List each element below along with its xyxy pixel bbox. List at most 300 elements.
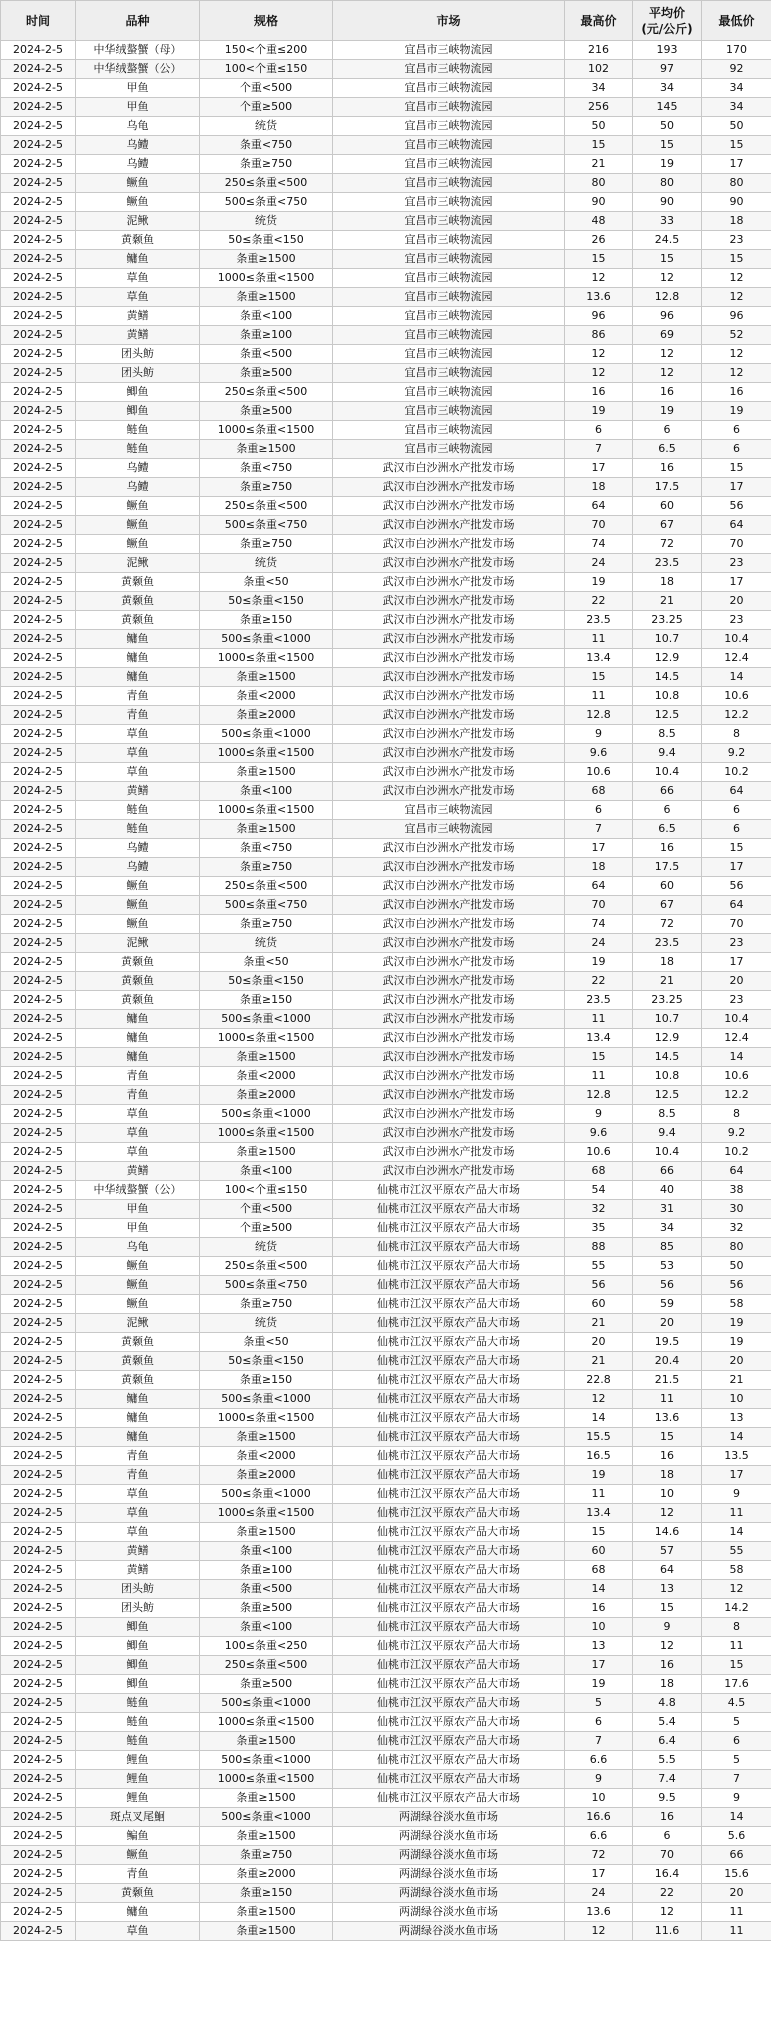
cell-market: 武汉市白沙洲水产批发市场 bbox=[333, 1086, 565, 1105]
cell-spec: 1000≤条重<1500 bbox=[200, 1029, 333, 1048]
cell-variety: 鲤鱼 bbox=[76, 1789, 200, 1808]
cell-market: 仙桃市江汉平原农产品大市场 bbox=[333, 1732, 565, 1751]
table-row bbox=[1, 136, 771, 155]
cell-spec: 150<个重≤200 bbox=[200, 41, 333, 60]
cell-variety: 鳊鱼 bbox=[76, 1827, 200, 1846]
cell-avg-price: 12.9 bbox=[633, 1029, 702, 1048]
cell-min-price: 23 bbox=[702, 934, 771, 953]
cell-date: 2024-2-5 bbox=[1, 991, 76, 1010]
cell-spec: 统货 bbox=[200, 934, 333, 953]
cell-min-price: 8 bbox=[702, 1618, 771, 1637]
cell-avg-price: 31 bbox=[633, 1200, 702, 1219]
cell-avg-price: 12 bbox=[633, 364, 702, 383]
cell-min-price: 21 bbox=[702, 1371, 771, 1390]
cell-avg-price: 96 bbox=[633, 307, 702, 326]
cell-avg-price: 64 bbox=[633, 1561, 702, 1580]
table-row bbox=[1, 1656, 771, 1675]
cell-date: 2024-2-5 bbox=[1, 1618, 76, 1637]
cell-min-price: 4.5 bbox=[702, 1694, 771, 1713]
cell-min-price: 13 bbox=[702, 1409, 771, 1428]
cell-spec: 条重<100 bbox=[200, 782, 333, 801]
cell-date: 2024-2-5 bbox=[1, 516, 76, 535]
cell-max-price: 12 bbox=[565, 345, 633, 364]
table-row bbox=[1, 1200, 771, 1219]
cell-min-price: 64 bbox=[702, 782, 771, 801]
cell-spec: 500≤条重<1000 bbox=[200, 1105, 333, 1124]
cell-date: 2024-2-5 bbox=[1, 1675, 76, 1694]
cell-max-price: 74 bbox=[565, 535, 633, 554]
cell-date: 2024-2-5 bbox=[1, 763, 76, 782]
table-row bbox=[1, 1371, 771, 1390]
cell-spec: 条重≥500 bbox=[200, 402, 333, 421]
cell-spec: 1000≤条重<1500 bbox=[200, 1504, 333, 1523]
header-spec: 规格 bbox=[200, 1, 333, 41]
cell-date: 2024-2-5 bbox=[1, 1485, 76, 1504]
cell-min-price: 5 bbox=[702, 1713, 771, 1732]
cell-market: 仙桃市江汉平原农产品大市场 bbox=[333, 1219, 565, 1238]
cell-market: 仙桃市江汉平原农产品大市场 bbox=[333, 1789, 565, 1808]
cell-avg-price: 16 bbox=[633, 1656, 702, 1675]
cell-variety: 鲢鱼 bbox=[76, 421, 200, 440]
cell-avg-price: 9.5 bbox=[633, 1789, 702, 1808]
table-row bbox=[1, 193, 771, 212]
cell-max-price: 9 bbox=[565, 1770, 633, 1789]
table-row bbox=[1, 1428, 771, 1447]
cell-min-price: 6 bbox=[702, 820, 771, 839]
table-row bbox=[1, 820, 771, 839]
cell-min-price: 14 bbox=[702, 1428, 771, 1447]
cell-variety: 鲢鱼 bbox=[76, 1713, 200, 1732]
cell-max-price: 102 bbox=[565, 60, 633, 79]
cell-variety: 青鱼 bbox=[76, 1086, 200, 1105]
header-avg-price-label: 平均价 bbox=[648, 5, 685, 20]
cell-avg-price: 11 bbox=[633, 1390, 702, 1409]
cell-date: 2024-2-5 bbox=[1, 877, 76, 896]
cell-max-price: 64 bbox=[565, 497, 633, 516]
cell-date: 2024-2-5 bbox=[1, 212, 76, 231]
cell-market: 宜昌市三峡物流园 bbox=[333, 402, 565, 421]
cell-date: 2024-2-5 bbox=[1, 193, 76, 212]
cell-min-price: 7 bbox=[702, 1770, 771, 1789]
cell-variety: 乌鳢 bbox=[76, 839, 200, 858]
cell-date: 2024-2-5 bbox=[1, 174, 76, 193]
cell-min-price: 10.2 bbox=[702, 1143, 771, 1162]
cell-avg-price: 16 bbox=[633, 459, 702, 478]
cell-avg-price: 80 bbox=[633, 174, 702, 193]
cell-date: 2024-2-5 bbox=[1, 1086, 76, 1105]
cell-spec: 条重≥150 bbox=[200, 611, 333, 630]
cell-avg-price: 34 bbox=[633, 79, 702, 98]
cell-spec: 100≤条重<250 bbox=[200, 1637, 333, 1656]
cell-min-price: 80 bbox=[702, 1238, 771, 1257]
cell-avg-price: 8.5 bbox=[633, 1105, 702, 1124]
cell-spec: 条重≥750 bbox=[200, 858, 333, 877]
cell-market: 宜昌市三峡物流园 bbox=[333, 440, 565, 459]
table-row bbox=[1, 611, 771, 630]
cell-variety: 鳜鱼 bbox=[76, 174, 200, 193]
cell-spec: 条重≥1500 bbox=[200, 1732, 333, 1751]
cell-max-price: 24 bbox=[565, 1884, 633, 1903]
cell-market: 武汉市白沙洲水产批发市场 bbox=[333, 839, 565, 858]
cell-avg-price: 145 bbox=[633, 98, 702, 117]
header-date: 时间 bbox=[1, 1, 76, 41]
cell-spec: 500≤条重<750 bbox=[200, 1276, 333, 1295]
cell-avg-price: 6 bbox=[633, 1827, 702, 1846]
cell-variety: 黄鳝 bbox=[76, 326, 200, 345]
cell-avg-price: 6 bbox=[633, 421, 702, 440]
cell-avg-price: 12 bbox=[633, 345, 702, 364]
cell-avg-price: 19.5 bbox=[633, 1333, 702, 1352]
cell-market: 武汉市白沙洲水产批发市场 bbox=[333, 706, 565, 725]
cell-variety: 鳜鱼 bbox=[76, 535, 200, 554]
cell-market: 宜昌市三峡物流园 bbox=[333, 155, 565, 174]
cell-date: 2024-2-5 bbox=[1, 98, 76, 117]
table-row bbox=[1, 345, 771, 364]
cell-max-price: 13.4 bbox=[565, 1029, 633, 1048]
cell-variety: 草鱼 bbox=[76, 1504, 200, 1523]
cell-variety: 鳜鱼 bbox=[76, 1276, 200, 1295]
cell-date: 2024-2-5 bbox=[1, 41, 76, 60]
table-row bbox=[1, 250, 771, 269]
cell-max-price: 9.6 bbox=[565, 744, 633, 763]
table-row bbox=[1, 1561, 771, 1580]
cell-avg-price: 20 bbox=[633, 1314, 702, 1333]
cell-variety: 鲫鱼 bbox=[76, 402, 200, 421]
cell-spec: 1000≤条重<1500 bbox=[200, 1713, 333, 1732]
table-row bbox=[1, 231, 771, 250]
cell-min-price: 14.2 bbox=[702, 1599, 771, 1618]
cell-max-price: 86 bbox=[565, 326, 633, 345]
cell-variety: 鳜鱼 bbox=[76, 193, 200, 212]
cell-date: 2024-2-5 bbox=[1, 1048, 76, 1067]
cell-avg-price: 20.4 bbox=[633, 1352, 702, 1371]
cell-max-price: 19 bbox=[565, 953, 633, 972]
table-row bbox=[1, 459, 771, 478]
cell-spec: 统货 bbox=[200, 554, 333, 573]
cell-min-price: 11 bbox=[702, 1637, 771, 1656]
cell-date: 2024-2-5 bbox=[1, 1371, 76, 1390]
cell-max-price: 23.5 bbox=[565, 991, 633, 1010]
table-row bbox=[1, 535, 771, 554]
cell-spec: 500≤条重<1000 bbox=[200, 1010, 333, 1029]
cell-avg-price: 34 bbox=[633, 1219, 702, 1238]
cell-min-price: 23 bbox=[702, 554, 771, 573]
cell-spec: 条重<100 bbox=[200, 1618, 333, 1637]
cell-max-price: 6.6 bbox=[565, 1751, 633, 1770]
cell-min-price: 15 bbox=[702, 459, 771, 478]
cell-variety: 鳜鱼 bbox=[76, 497, 200, 516]
table-row bbox=[1, 915, 771, 934]
cell-market: 仙桃市江汉平原农产品大市场 bbox=[333, 1200, 565, 1219]
cell-max-price: 22 bbox=[565, 592, 633, 611]
cell-market: 两湖绿谷淡水鱼市场 bbox=[333, 1865, 565, 1884]
cell-variety: 中华绒螯蟹（公） bbox=[76, 1181, 200, 1200]
cell-max-price: 10 bbox=[565, 1618, 633, 1637]
cell-variety: 鳙鱼 bbox=[76, 1428, 200, 1447]
cell-max-price: 9 bbox=[565, 1105, 633, 1124]
cell-date: 2024-2-5 bbox=[1, 896, 76, 915]
cell-date: 2024-2-5 bbox=[1, 706, 76, 725]
cell-market: 宜昌市三峡物流园 bbox=[333, 269, 565, 288]
cell-min-price: 11 bbox=[702, 1504, 771, 1523]
cell-variety: 甲鱼 bbox=[76, 1219, 200, 1238]
cell-max-price: 80 bbox=[565, 174, 633, 193]
cell-max-price: 7 bbox=[565, 440, 633, 459]
cell-date: 2024-2-5 bbox=[1, 1257, 76, 1276]
cell-market: 仙桃市江汉平原农产品大市场 bbox=[333, 1675, 565, 1694]
table-row bbox=[1, 1238, 771, 1257]
cell-avg-price: 66 bbox=[633, 1162, 702, 1181]
table-row bbox=[1, 573, 771, 592]
table-row bbox=[1, 1447, 771, 1466]
cell-avg-price: 85 bbox=[633, 1238, 702, 1257]
table-row bbox=[1, 1884, 771, 1903]
cell-min-price: 10.4 bbox=[702, 1010, 771, 1029]
cell-max-price: 15 bbox=[565, 1048, 633, 1067]
cell-avg-price: 16 bbox=[633, 1447, 702, 1466]
cell-max-price: 16 bbox=[565, 1599, 633, 1618]
cell-variety: 乌鳢 bbox=[76, 459, 200, 478]
cell-market: 武汉市白沙洲水产批发市场 bbox=[333, 592, 565, 611]
cell-variety: 草鱼 bbox=[76, 1922, 200, 1941]
cell-avg-price: 10.4 bbox=[633, 763, 702, 782]
cell-variety: 鲢鱼 bbox=[76, 801, 200, 820]
cell-avg-price: 14.5 bbox=[633, 668, 702, 687]
cell-market: 武汉市白沙洲水产批发市场 bbox=[333, 763, 565, 782]
cell-date: 2024-2-5 bbox=[1, 1010, 76, 1029]
cell-max-price: 56 bbox=[565, 1276, 633, 1295]
cell-variety: 鳙鱼 bbox=[76, 668, 200, 687]
cell-min-price: 70 bbox=[702, 535, 771, 554]
cell-min-price: 64 bbox=[702, 1162, 771, 1181]
cell-date: 2024-2-5 bbox=[1, 478, 76, 497]
table-row bbox=[1, 1504, 771, 1523]
cell-min-price: 64 bbox=[702, 516, 771, 535]
cell-market: 武汉市白沙洲水产批发市场 bbox=[333, 972, 565, 991]
cell-avg-price: 67 bbox=[633, 896, 702, 915]
cell-avg-price: 23.25 bbox=[633, 991, 702, 1010]
cell-spec: 条重≥1500 bbox=[200, 1789, 333, 1808]
cell-avg-price: 24.5 bbox=[633, 231, 702, 250]
cell-variety: 泥鳅 bbox=[76, 212, 200, 231]
cell-variety: 鲫鱼 bbox=[76, 1675, 200, 1694]
table-row bbox=[1, 972, 771, 991]
cell-max-price: 48 bbox=[565, 212, 633, 231]
cell-min-price: 18 bbox=[702, 212, 771, 231]
cell-variety: 黄颡鱼 bbox=[76, 573, 200, 592]
cell-date: 2024-2-5 bbox=[1, 60, 76, 79]
table-row bbox=[1, 1067, 771, 1086]
table-row bbox=[1, 269, 771, 288]
cell-variety: 草鱼 bbox=[76, 1124, 200, 1143]
cell-variety: 乌鳢 bbox=[76, 858, 200, 877]
cell-min-price: 17 bbox=[702, 155, 771, 174]
cell-min-price: 5.6 bbox=[702, 1827, 771, 1846]
cell-max-price: 10.6 bbox=[565, 763, 633, 782]
cell-variety: 鳜鱼 bbox=[76, 1257, 200, 1276]
table-row bbox=[1, 1865, 771, 1884]
cell-spec: 条重<100 bbox=[200, 1162, 333, 1181]
cell-avg-price: 14.6 bbox=[633, 1523, 702, 1542]
cell-variety: 鲢鱼 bbox=[76, 820, 200, 839]
cell-max-price: 15 bbox=[565, 136, 633, 155]
cell-min-price: 80 bbox=[702, 174, 771, 193]
header-variety: 品种 bbox=[76, 1, 200, 41]
cell-spec: 250≤条重<500 bbox=[200, 497, 333, 516]
table-row bbox=[1, 1599, 771, 1618]
cell-min-price: 14 bbox=[702, 1523, 771, 1542]
cell-date: 2024-2-5 bbox=[1, 269, 76, 288]
cell-spec: 个重≥500 bbox=[200, 98, 333, 117]
cell-variety: 黄鳝 bbox=[76, 1561, 200, 1580]
cell-min-price: 12 bbox=[702, 288, 771, 307]
table-row bbox=[1, 1295, 771, 1314]
cell-min-price: 12 bbox=[702, 1580, 771, 1599]
cell-max-price: 11 bbox=[565, 1010, 633, 1029]
table-row bbox=[1, 1352, 771, 1371]
cell-max-price: 216 bbox=[565, 41, 633, 60]
table-row bbox=[1, 1314, 771, 1333]
cell-min-price: 50 bbox=[702, 1257, 771, 1276]
cell-avg-price: 60 bbox=[633, 497, 702, 516]
cell-date: 2024-2-5 bbox=[1, 497, 76, 516]
cell-spec: 500≤条重<1000 bbox=[200, 1485, 333, 1504]
table-row bbox=[1, 1789, 771, 1808]
cell-max-price: 19 bbox=[565, 1466, 633, 1485]
cell-spec: 250≤条重<500 bbox=[200, 174, 333, 193]
cell-max-price: 6 bbox=[565, 421, 633, 440]
cell-variety: 青鱼 bbox=[76, 1466, 200, 1485]
cell-market: 武汉市白沙洲水产批发市场 bbox=[333, 478, 565, 497]
cell-market: 武汉市白沙洲水产批发市场 bbox=[333, 896, 565, 915]
cell-date: 2024-2-5 bbox=[1, 440, 76, 459]
cell-date: 2024-2-5 bbox=[1, 459, 76, 478]
cell-avg-price: 59 bbox=[633, 1295, 702, 1314]
cell-spec: 250≤条重<500 bbox=[200, 1656, 333, 1675]
cell-date: 2024-2-5 bbox=[1, 1181, 76, 1200]
cell-avg-price: 18 bbox=[633, 573, 702, 592]
cell-market: 宜昌市三峡物流园 bbox=[333, 60, 565, 79]
cell-max-price: 5 bbox=[565, 1694, 633, 1713]
cell-min-price: 6 bbox=[702, 421, 771, 440]
cell-variety: 黄颡鱼 bbox=[76, 1333, 200, 1352]
cell-max-price: 19 bbox=[565, 573, 633, 592]
cell-spec: 500≤条重<1000 bbox=[200, 1808, 333, 1827]
cell-avg-price: 22 bbox=[633, 1884, 702, 1903]
cell-date: 2024-2-5 bbox=[1, 1770, 76, 1789]
cell-avg-price: 23.5 bbox=[633, 934, 702, 953]
cell-max-price: 15 bbox=[565, 668, 633, 687]
cell-max-price: 10.6 bbox=[565, 1143, 633, 1162]
cell-spec: 条重<50 bbox=[200, 573, 333, 592]
cell-variety: 鲫鱼 bbox=[76, 383, 200, 402]
cell-market: 武汉市白沙洲水产批发市场 bbox=[333, 725, 565, 744]
cell-max-price: 26 bbox=[565, 231, 633, 250]
cell-min-price: 12.4 bbox=[702, 649, 771, 668]
cell-avg-price: 11.6 bbox=[633, 1922, 702, 1941]
cell-max-price: 18 bbox=[565, 478, 633, 497]
cell-min-price: 17 bbox=[702, 858, 771, 877]
cell-max-price: 22 bbox=[565, 972, 633, 991]
cell-min-price: 17 bbox=[702, 573, 771, 592]
table-row bbox=[1, 1751, 771, 1770]
cell-max-price: 13.6 bbox=[565, 288, 633, 307]
table-row bbox=[1, 1333, 771, 1352]
cell-variety: 黄鳝 bbox=[76, 307, 200, 326]
cell-date: 2024-2-5 bbox=[1, 972, 76, 991]
table-row bbox=[1, 1105, 771, 1124]
table-row bbox=[1, 1542, 771, 1561]
cell-variety: 鲤鱼 bbox=[76, 1751, 200, 1770]
cell-market: 武汉市白沙洲水产批发市场 bbox=[333, 687, 565, 706]
cell-variety: 泥鳅 bbox=[76, 934, 200, 953]
cell-max-price: 6.6 bbox=[565, 1827, 633, 1846]
cell-max-price: 55 bbox=[565, 1257, 633, 1276]
cell-market: 仙桃市江汉平原农产品大市场 bbox=[333, 1257, 565, 1276]
cell-variety: 斑点叉尾鮰 bbox=[76, 1808, 200, 1827]
cell-market: 两湖绿谷淡水鱼市场 bbox=[333, 1884, 565, 1903]
cell-avg-price: 16 bbox=[633, 1808, 702, 1827]
cell-date: 2024-2-5 bbox=[1, 1162, 76, 1181]
cell-avg-price: 12 bbox=[633, 1637, 702, 1656]
cell-avg-price: 9.4 bbox=[633, 1124, 702, 1143]
cell-spec: 条重≥750 bbox=[200, 155, 333, 174]
header-avg-price-unit: (元/公斤) bbox=[641, 21, 693, 36]
cell-spec: 条重<750 bbox=[200, 136, 333, 155]
cell-max-price: 13.4 bbox=[565, 649, 633, 668]
cell-market: 仙桃市江汉平原农产品大市场 bbox=[333, 1542, 565, 1561]
table-row bbox=[1, 1732, 771, 1751]
cell-variety: 鳜鱼 bbox=[76, 896, 200, 915]
cell-variety: 鳙鱼 bbox=[76, 1010, 200, 1029]
table-row bbox=[1, 1390, 771, 1409]
cell-variety: 乌鳢 bbox=[76, 478, 200, 497]
cell-market: 宜昌市三峡物流园 bbox=[333, 421, 565, 440]
cell-market: 仙桃市江汉平原农产品大市场 bbox=[333, 1618, 565, 1637]
cell-spec: 条重≥1500 bbox=[200, 1903, 333, 1922]
cell-date: 2024-2-5 bbox=[1, 1523, 76, 1542]
cell-min-price: 30 bbox=[702, 1200, 771, 1219]
cell-variety: 青鱼 bbox=[76, 706, 200, 725]
cell-max-price: 54 bbox=[565, 1181, 633, 1200]
cell-variety: 中华绒螯蟹（公） bbox=[76, 60, 200, 79]
cell-max-price: 9 bbox=[565, 725, 633, 744]
cell-variety: 鳙鱼 bbox=[76, 1048, 200, 1067]
cell-min-price: 90 bbox=[702, 193, 771, 212]
cell-date: 2024-2-5 bbox=[1, 288, 76, 307]
table-row bbox=[1, 155, 771, 174]
cell-spec: 100<个重≤150 bbox=[200, 60, 333, 79]
cell-avg-price: 23.5 bbox=[633, 554, 702, 573]
cell-min-price: 11 bbox=[702, 1903, 771, 1922]
cell-date: 2024-2-5 bbox=[1, 1504, 76, 1523]
cell-max-price: 7 bbox=[565, 820, 633, 839]
cell-min-price: 15 bbox=[702, 250, 771, 269]
cell-spec: 个重≥500 bbox=[200, 1219, 333, 1238]
cell-avg-price: 15 bbox=[633, 1599, 702, 1618]
cell-date: 2024-2-5 bbox=[1, 79, 76, 98]
table-row bbox=[1, 1770, 771, 1789]
table-row bbox=[1, 1162, 771, 1181]
cell-date: 2024-2-5 bbox=[1, 1884, 76, 1903]
cell-avg-price: 15 bbox=[633, 136, 702, 155]
cell-market: 武汉市白沙洲水产批发市场 bbox=[333, 516, 565, 535]
cell-avg-price: 5.5 bbox=[633, 1751, 702, 1770]
cell-spec: 条重≥100 bbox=[200, 326, 333, 345]
cell-avg-price: 50 bbox=[633, 117, 702, 136]
cell-spec: 条重≥1500 bbox=[200, 668, 333, 687]
cell-market: 武汉市白沙洲水产批发市场 bbox=[333, 611, 565, 630]
